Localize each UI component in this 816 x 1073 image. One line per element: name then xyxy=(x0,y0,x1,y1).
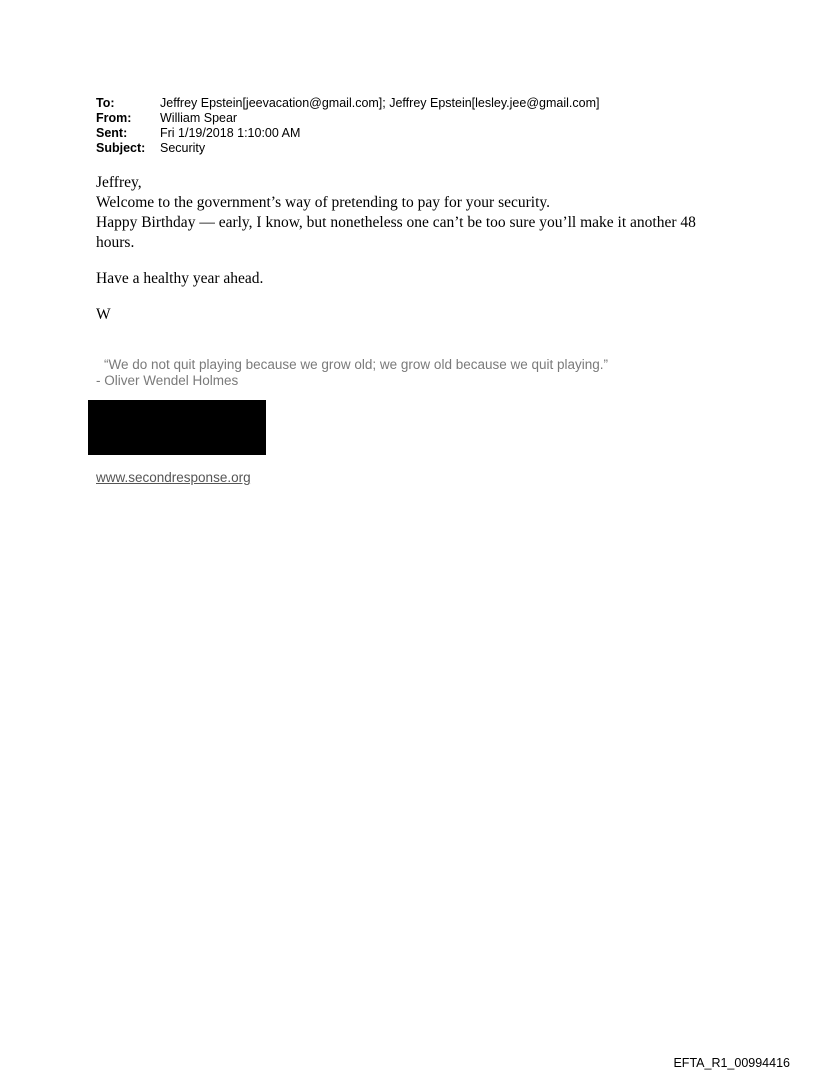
header-subject-label: Subject: xyxy=(96,141,146,155)
header-from xyxy=(96,111,599,126)
email-body xyxy=(96,173,726,325)
header-from-value: William Spear xyxy=(160,111,238,125)
header-sent-label: Sent: xyxy=(96,126,128,140)
body-greeting: Jeffrey, xyxy=(96,174,142,191)
header-to xyxy=(96,96,599,111)
header-subject xyxy=(96,141,599,156)
signature-link[interactable]: www.secondresponse.org xyxy=(96,470,251,485)
header-sent xyxy=(96,126,599,141)
redaction-box xyxy=(88,400,266,455)
header-to-label: To: xyxy=(96,96,115,110)
signature-quote-block xyxy=(96,357,608,389)
body-line-1: Welcome to the government’s way of pretending to pay for your security. xyxy=(96,194,551,211)
header-to-value: Jeffrey Epstein[jeevacation@gmail.com]; Jeffrey Epstein[lesley.jee@gmail.com] xyxy=(160,96,600,110)
header-from-label: From: xyxy=(96,111,132,125)
email-headers xyxy=(96,96,599,156)
header-subject-value: Security xyxy=(160,141,206,155)
document-id: EFTA_R1_00994416 xyxy=(673,1056,790,1070)
body-line-3: Have a healthy year ahead. xyxy=(96,270,264,287)
body-line-2: Happy Birthday — early, I know, but nonetheless one can’t be too sure you’ll make it another 48 hours. xyxy=(96,214,696,251)
signature-quote: “We do not quit playing because we grow old; we grow old because we quit playing.” xyxy=(104,357,609,372)
body-signoff: W xyxy=(96,306,111,323)
signature-attribution: - Oliver Wendel Holmes xyxy=(96,373,239,388)
header-sent-value: Fri 1/19/2018 1:10:00 AM xyxy=(160,126,301,140)
